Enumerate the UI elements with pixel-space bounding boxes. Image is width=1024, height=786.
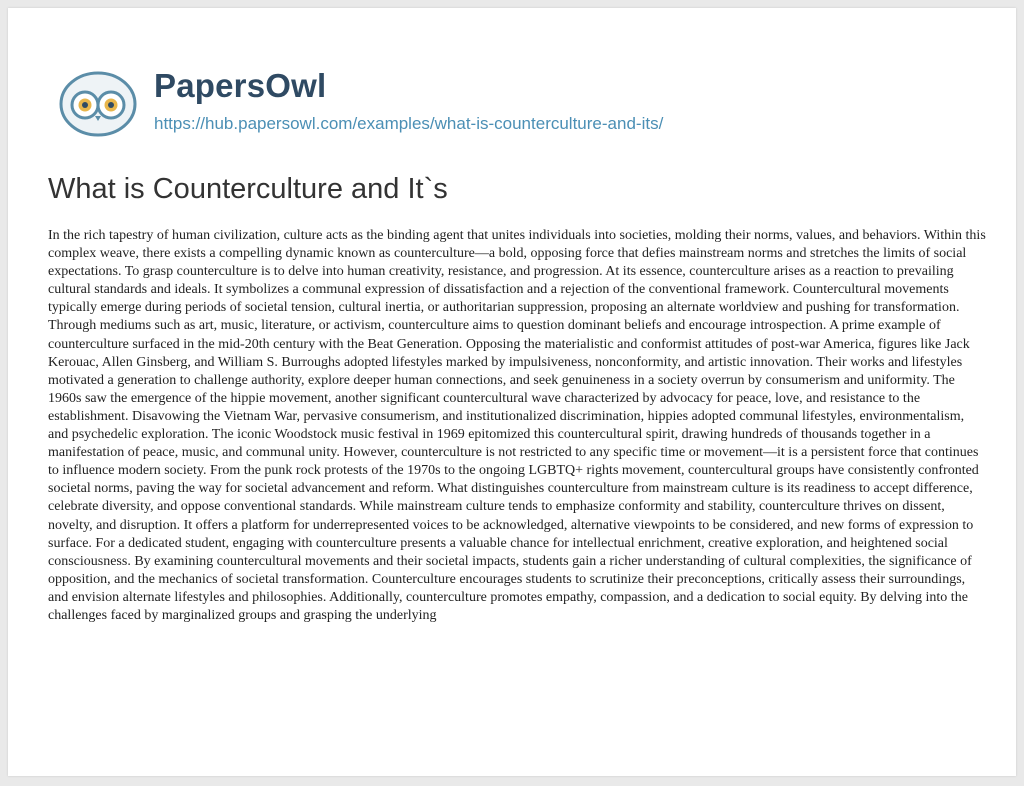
header (52, 60, 663, 140)
source-url-link[interactable]: https://hub.papersowl.com/examples/what-is-counterculture-and-its/ (154, 114, 664, 133)
brand-name: PapersOwl (154, 67, 327, 104)
brand (154, 60, 663, 134)
logo-graphic (52, 60, 144, 140)
document-body: In the rich tapestry of human civilization, culture acts as the binding agent that unites individuals into societies, molding their norms, values, and behaviors. Within this complex weave, there exists a compelling dynamic known as counterculture—a bold, opposing force that defies mainstream norms and stretches the limits of social expectations. To grasp counterculture is to delve into human creativity, resistance, and progression. At its essence, counterculture arises as a reaction to prevailing cultural standards and ideals. It symbolizes a communal expression of dissatisfaction and a rejection of the conventional framework. Countercultural movements typically emerge during periods of societal tension, cultural inertia, or authoritarian suppression, proposing an alternate worldview and pushing for transformation. Through mediums such as art, music, literature, or activism, counterculture aims to question dominant beliefs and encourage introspection. A prime example of counterculture surfaced in the mid-20th century with the Beat Generation. Opposing the materialistic and conformist attitudes of post-war America, figures like Jack Kerouac, Allen Ginsberg, and William S. Burroughs adopted lifestyles marked by impulsiveness, nonconformity, and artistic innovation. Their works and lifestyles motivated a generation to challenge authority, explore deeper human connections, and seek genuineness in a society overrun by consumerism and uniformity. The 1960s saw the emergence of the hippie movement, another significant countercultural wave characterized by advocacy for peace, love, and resistance to the establishment. Disavowing the Vietnam War, pervasive consumerism, and institutionalized discrimination, hippies adopted communal lifestyles, environmentalism, and psychedelic exploration. The iconic Woodstock music festival in 1969 epitomized this countercultural spirit, drawing hundreds of thousands together in a manifestation of peace, music, and communal unity. However, counterculture is not restricted to any specific time or movement—it is a persistent force that continues to influence modern society. From the punk rock protests of the 1970s to the ongoing LGBTQ+ rights movement, countercultural groups have consistently confronted societal norms, paving the way for societal advancement and reform. What distinguishes counterculture from mainstream culture is its readiness to accept difference, celebrate diversity, and oppose conventional standards. While mainstream culture tends to emphasize conformity and stability, counterculture thrives on dissent, novelty, and disruption. It offers a platform for underrepresented voices to be acknowledged, alternative viewpoints to be considered, and new forms of expression to surface. For a dedicated student, engaging with counterculture presents a valuable chance for intellectual enrichment, creative exploration, and heightened social consciousness. By examining countercultural movements and their societal impacts, students gain a richer understanding of cultural complexities, the significance of opposition, and the mechanics of societal transformation. Counterculture encourages students to scrutinize their preconceptions, critically assess their surroundings, and envision alternate lifestyles and philosophies. Additionally, counterculture promotes empathy, compassion, and a dedication to social equity. By delving into the challenges faced by marginalized groups and grasping the underlying (48, 228, 986, 623)
document-title: What is Counterculture and It`s (48, 173, 448, 205)
document-page (8, 8, 1016, 776)
owl-eyes-icon (52, 60, 144, 140)
